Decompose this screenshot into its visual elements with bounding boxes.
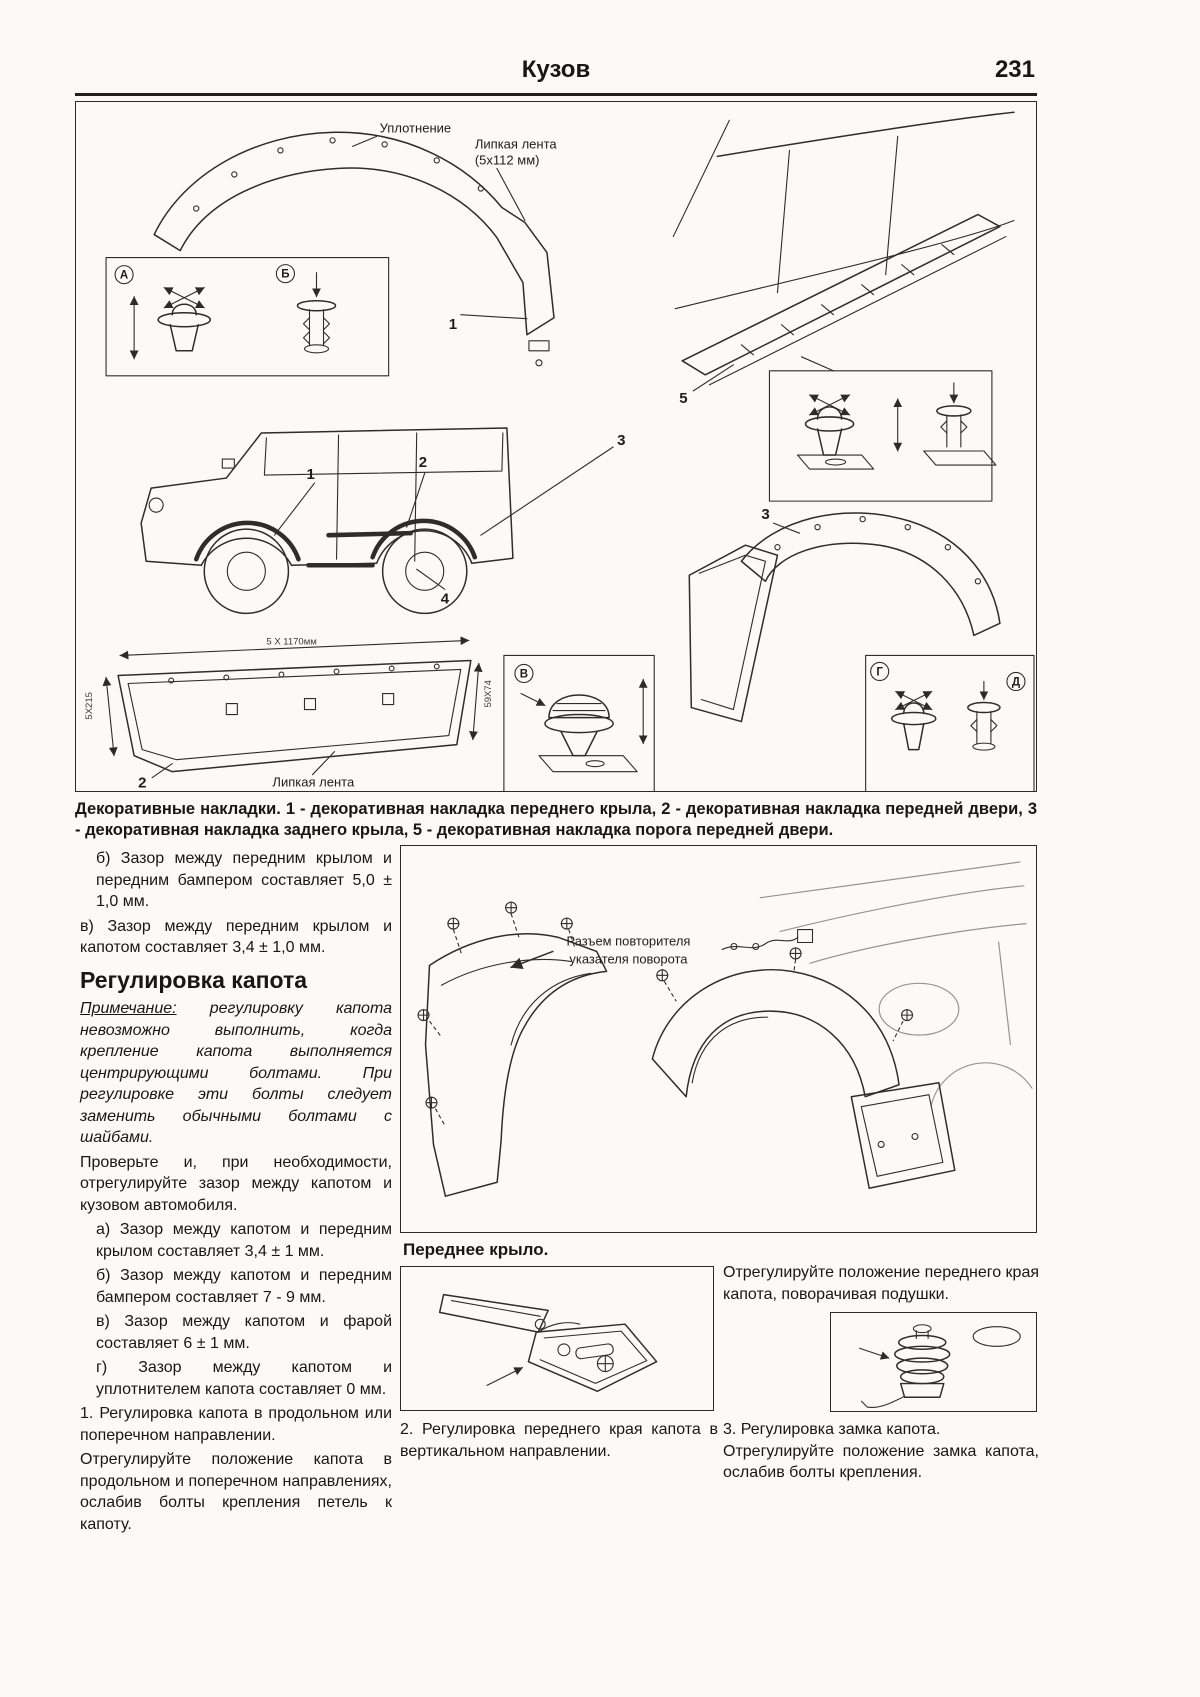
lock-caption <box>723 1419 1039 1484</box>
front-fender-caption: Переднее крыло. <box>403 1240 549 1259</box>
gap-item-v1: в) Зазор между передним крылом и капотом составляет 3,4 ± 1,0 мм. <box>80 917 392 956</box>
front-flare-trim-drawing <box>154 120 557 365</box>
wheel-arch-liner-drawing <box>652 948 912 1097</box>
callout-door-strip: 2 <box>138 774 147 791</box>
tape-label-line1: Липкая лента <box>474 136 557 152</box>
front-fender-drawing <box>401 846 1036 1232</box>
connector-label-line1: Разъем повторителя <box>566 933 691 949</box>
hood-hinge-drawing <box>401 1267 713 1410</box>
hood-adjust-heading: Регулировка капота <box>80 966 308 993</box>
lock-intro-paragraph: Отрегулируйте положение переднего края капота, поворачивая подушки. <box>723 1264 1040 1303</box>
trim-overview-figure <box>75 101 1037 792</box>
adjust-paragraph: Отрегулируйте положение капота в продольном и поперечном направлениях, ослабив болты крепления петель к капоту. <box>80 1451 392 1533</box>
page-title: Кузов <box>521 56 591 83</box>
callout-car-2: 2 <box>418 454 428 472</box>
gap-item-a2: а) Зазор между капотом и передним крылом составляет 3,4 ± 1 мм. <box>96 1221 392 1260</box>
clip-inset-c <box>504 655 654 791</box>
note-label: Примечание: <box>80 1000 177 1017</box>
lock-caption-text: Отрегулируйте положение замка капота, ослабив болты крепления. <box>723 1442 1039 1481</box>
callout-car-3: 3 <box>617 431 626 449</box>
page-header <box>75 56 1037 90</box>
cushion-drawing <box>860 1325 1021 1408</box>
callout-car-4: 4 <box>440 590 450 608</box>
clip-letter-b: Б <box>281 268 290 281</box>
trim-figure-caption: Декоративные накладки. 1 - декоративная накладка переднего крыла, 2 - декоративная накладка передней двери, 3 - декоративная накладка заднего крыла, 5 - декоративная накладка порога передней двери. <box>75 800 1037 839</box>
gap-item-b2: б) Зазор между капотом и передним бампером составляет 7 - 9 мм. <box>96 1267 392 1306</box>
clip-letter-d: Д <box>1011 676 1021 689</box>
header-rule <box>75 93 1037 96</box>
hood-cushion-figure <box>830 1312 1037 1412</box>
clip-inset-a <box>106 258 389 376</box>
tape-label-line2: (5х112 мм) <box>474 152 540 168</box>
seal-label: Уплотнение <box>379 120 452 136</box>
clip-inset-d <box>866 655 1034 791</box>
door-strip-drawing <box>84 636 494 791</box>
callout-sill: 5 <box>679 389 688 407</box>
page-number: 231 <box>994 56 1035 83</box>
connector-callout <box>511 930 812 968</box>
clip-letter-a: А <box>119 269 129 282</box>
clip-letter-g: Г <box>876 666 883 679</box>
lock-caption-title: 3. Регулировка замка капота. <box>723 1421 941 1438</box>
sill-trim-drawing <box>673 112 1014 407</box>
gap-item-v2: в) Зазор между капотом и фарой составляет 6 ± 1 мм. <box>96 1313 392 1352</box>
tape-label-bottom: Липкая лента <box>272 774 355 790</box>
left-text-column <box>80 848 392 1538</box>
hinge-bracket-drawing <box>440 1295 657 1392</box>
strip-dim-left: 5X215 <box>84 692 96 720</box>
step-1-paragraph: 1. Регулировка капота в продольном или поперечном направлении. <box>80 1405 392 1444</box>
trim-overview-drawing <box>76 102 1036 791</box>
gap-item-g2: г) Зазор между капотом и уплотнителем капота составляет 0 мм. <box>96 1359 392 1398</box>
car-side-view-drawing <box>141 428 625 613</box>
strip-dim-top: 5 X 1170мм <box>266 636 317 648</box>
hinge-figure-caption: 2. Регулировка переднего края капота в вертикальном направлении. <box>400 1421 718 1460</box>
hood-hinge-figure <box>400 1266 714 1411</box>
callout-flare-front: 1 <box>448 315 458 333</box>
rear-flare-trim-drawing <box>689 506 1000 721</box>
connector-label-line2: указателя поворота <box>569 951 688 967</box>
check-paragraph: Проверьте и, при необходимости, отрегулируйте зазор между капотом и кузовом автомобиля. <box>80 1153 392 1214</box>
clip-inset-sill <box>769 371 995 501</box>
hood-note <box>80 998 392 1149</box>
front-fender-figure <box>400 845 1037 1233</box>
gap-item-b1: б) Зазор между передним крылом и передним бампером составляет 5,0 ± 1,0 мм. <box>96 850 392 910</box>
clip-letter-v: В <box>519 668 529 681</box>
hood-cushion-drawing <box>831 1313 1036 1411</box>
strip-dim-right: 59X74 <box>482 680 494 708</box>
fender-panel-drawing <box>426 934 607 1196</box>
mud-guard-drawing <box>851 1083 954 1188</box>
callout-flare-rear: 3 <box>761 506 770 524</box>
callout-car-1: 1 <box>306 466 315 484</box>
note-text: регулировку капота невозможно выполнить, когда крепление капота выполняется центрирующими болтами. При регулировке эти болты следует заменить обычными болтами с шайбами. <box>80 1000 392 1146</box>
